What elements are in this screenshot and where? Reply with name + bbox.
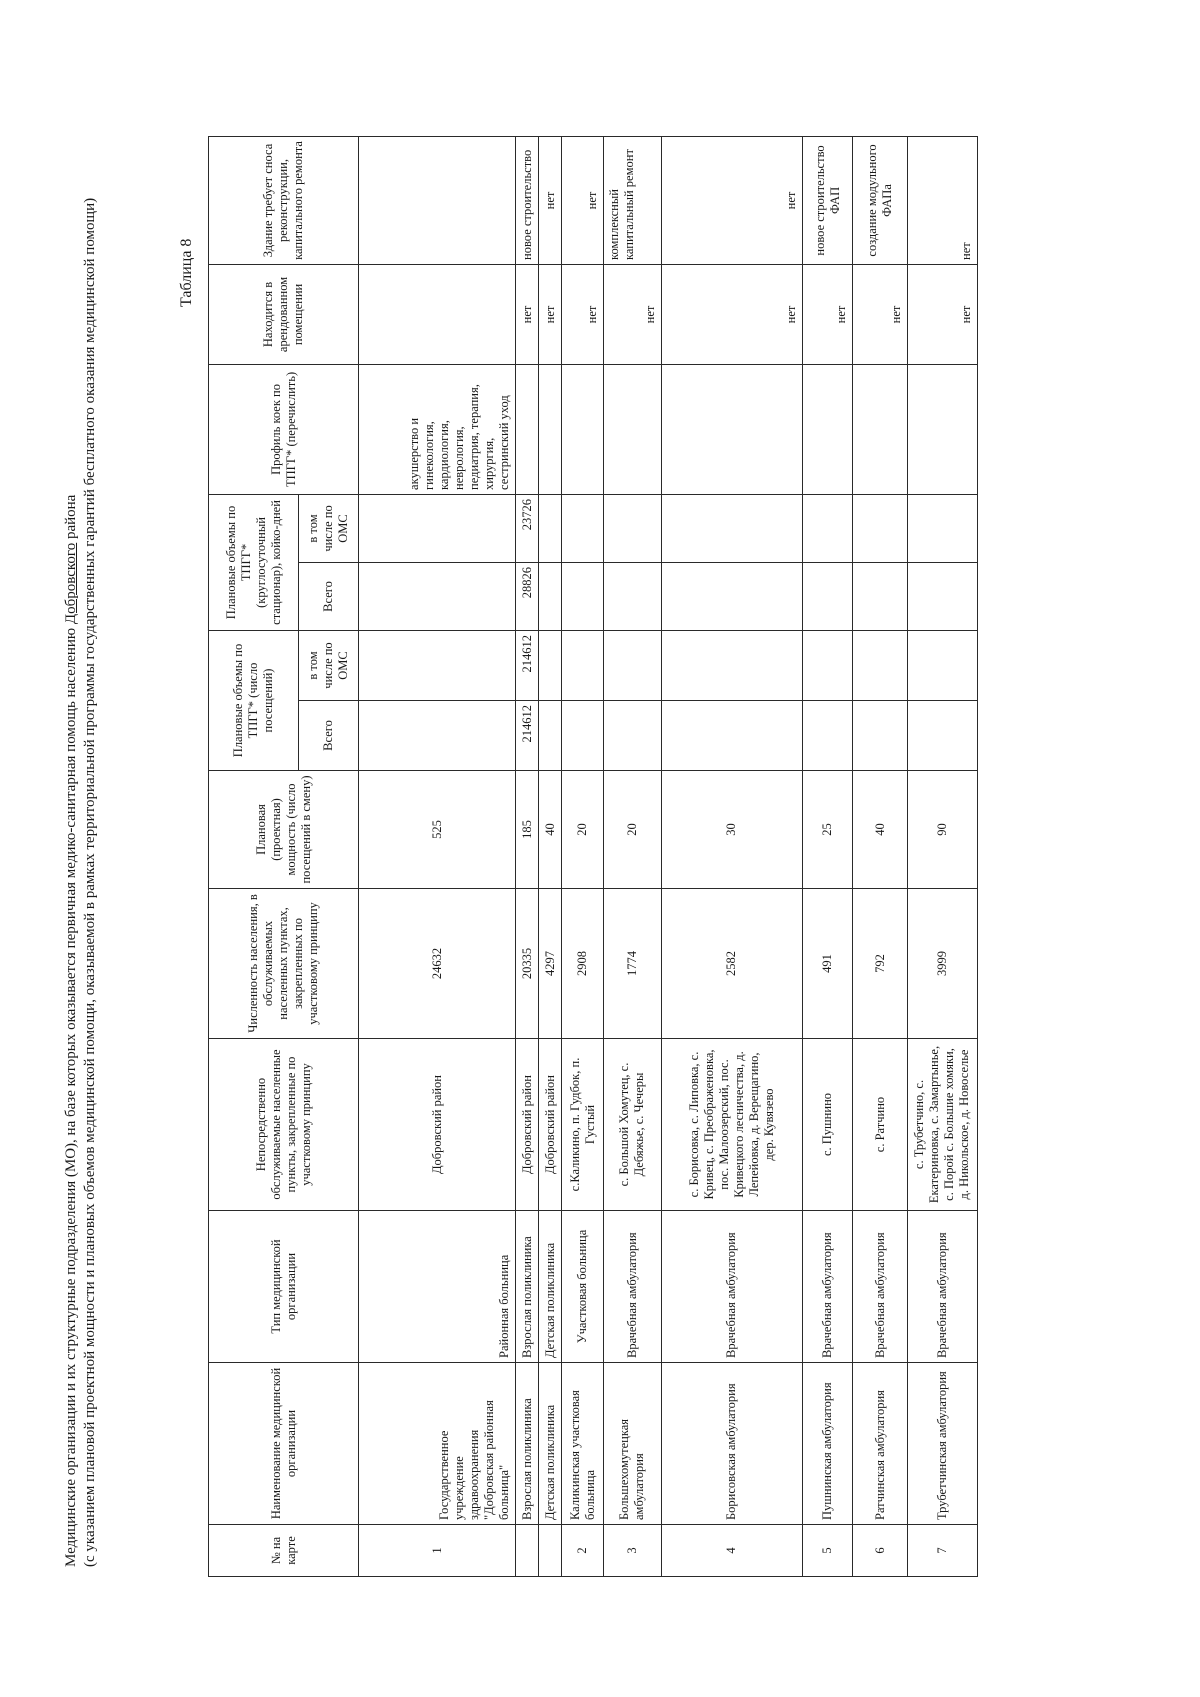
cell-day-oms [907, 494, 977, 562]
header-rented: Находится в арендованном помещении [209, 264, 359, 364]
cell-served: Добровский район [516, 1039, 539, 1211]
cell-repair: нет [661, 136, 802, 264]
cell-profile [562, 364, 604, 494]
cell-num: 7 [907, 1525, 977, 1577]
cell-visits-total [539, 701, 562, 771]
cell-visits-oms [539, 630, 562, 700]
cell-day-oms [359, 494, 516, 562]
header-visits: Плановые объемы по ТПГГ* (число посещений) [209, 630, 299, 770]
cell-repair: новое строительство [516, 136, 539, 264]
cell-type: Взрослая поликлиника [516, 1211, 539, 1363]
cell-rented: нет [907, 264, 977, 364]
cell-name: Борисовская амбулатория [661, 1363, 802, 1525]
cell-rented: нет [661, 264, 802, 364]
cell-type: Врачебная амбулатория [661, 1211, 802, 1363]
cell-served: Добровский район [539, 1039, 562, 1211]
header-type: Тип медицинской организации [209, 1211, 359, 1363]
header-daystay: Плановые объемы по ТПГГ* (круглосуточный стационар), койко-дней [209, 494, 299, 630]
cell-capacity: 25 [803, 771, 853, 889]
table-row [604, 136, 662, 1576]
cell-population: 4297 [539, 889, 562, 1039]
header-profile: Профиль коек по ТПГГ* (перечислить) [209, 364, 359, 494]
table-number: Таблица 8 [178, 238, 195, 307]
cell-population: 1774 [604, 889, 662, 1039]
cell-repair: комплексный капитальный ремонт [604, 136, 662, 264]
cell-visits-oms [562, 630, 604, 700]
cell-population: 3999 [907, 889, 977, 1039]
cell-visits-total [853, 701, 907, 771]
cell-type: Детская поликлиника [539, 1211, 562, 1363]
cell-population: 24632 [359, 889, 516, 1039]
cell-visits-total: 214612 [516, 701, 539, 771]
cell-rented [359, 264, 516, 364]
cell-type: Врачебная амбулатория [803, 1211, 853, 1363]
cell-num: 2 [562, 1525, 604, 1577]
cell-day-total [539, 562, 562, 630]
cell-name: Трубетчинская амбулатория [907, 1363, 977, 1525]
cell-profile: акушерство и гинекология, кардиология, неврология, педиатрия, терапия, хирургия, сестринский уход [359, 364, 516, 494]
cell-type: Врачебная амбулатория [853, 1211, 907, 1363]
cell-capacity: 30 [661, 771, 802, 889]
subheader-visits-total: Всего [299, 701, 359, 771]
cell-day-oms [562, 494, 604, 562]
cell-profile [604, 364, 662, 494]
cell-day-oms [604, 494, 662, 562]
document-heading [62, 117, 100, 1567]
header-row [209, 136, 299, 1576]
table-row [516, 136, 539, 1576]
cell-day-total [604, 562, 662, 630]
cell-name: Ратчинская амбулатория [853, 1363, 907, 1525]
cell-profile [539, 364, 562, 494]
cell-day-total [661, 562, 802, 630]
cell-capacity: 185 [516, 771, 539, 889]
cell-capacity: 20 [562, 771, 604, 889]
cell-repair: создание модульного ФАПа [853, 136, 907, 264]
cell-rented: нет [803, 264, 853, 364]
cell-visits-total [359, 701, 516, 771]
header-population: Численность населения, в обслуживаемых населенных пунктах, закрепленных по участковому принципу [209, 889, 359, 1039]
cell-profile [803, 364, 853, 494]
cell-repair: нет [907, 136, 977, 264]
cell-day-total [803, 562, 853, 630]
cell-visits-oms [604, 630, 662, 700]
cell-visits-oms [359, 630, 516, 700]
cell-repair: нет [562, 136, 604, 264]
cell-capacity: 40 [853, 771, 907, 889]
cell-profile [661, 364, 802, 494]
header-served: Непосредственно обслуживаемые населенные пункты, закрепленные по участковому принципу [209, 1039, 359, 1211]
cell-visits-total [803, 701, 853, 771]
cell-num: 4 [661, 1525, 802, 1577]
table-row [661, 136, 802, 1576]
cell-profile [516, 364, 539, 494]
subheader-day-oms: в том числе по ОМС [299, 494, 359, 562]
cell-rented: нет [539, 264, 562, 364]
cell-served: с. Борисовка, с. Липовка, с. Кривец, с. Преображеновка, пос. Малоозерский, пос. Кривецкого лесничества, д. Лепейовка, д. Верещагино, дер. Кувязево [661, 1039, 802, 1211]
cell-repair [359, 136, 516, 264]
cell-num [516, 1525, 539, 1577]
organizations-table [208, 136, 978, 1577]
cell-day-total [853, 562, 907, 630]
cell-day-oms [853, 494, 907, 562]
cell-day-oms [803, 494, 853, 562]
subheader-visits-oms: в том числе по ОМС [299, 630, 359, 700]
cell-population: 2582 [661, 889, 802, 1039]
cell-name: Детская поликлиника [539, 1363, 562, 1525]
cell-repair: новое строительство ФАП [803, 136, 853, 264]
cell-capacity: 20 [604, 771, 662, 889]
cell-capacity: 525 [359, 771, 516, 889]
table-row [539, 136, 562, 1576]
cell-day-oms [661, 494, 802, 562]
header-name: Наименование медицинской организации [209, 1363, 359, 1525]
cell-served: с. Пушнино [803, 1039, 853, 1211]
cell-rented: нет [604, 264, 662, 364]
table-row [853, 136, 907, 1576]
cell-population: 491 [803, 889, 853, 1039]
cell-visits-oms [803, 630, 853, 700]
cell-name: Взрослая поликлиника [516, 1363, 539, 1525]
cell-rented: нет [516, 264, 539, 364]
heading-line-2: (с указанием плановой проектной мощности и плановых объемов медицинской помощи, оказываемой в рамках территориальной программы государственных гарантий бесплатного оказания медицинской помощи) [82, 197, 98, 1567]
cell-day-total: 28826 [516, 562, 539, 630]
cell-visits-oms [661, 630, 802, 700]
cell-served: с. Большой Хомутец, с. Дебяжье, с. Чечеры [604, 1039, 662, 1211]
cell-num [539, 1525, 562, 1577]
cell-visits-total [907, 701, 977, 771]
cell-day-total [359, 562, 516, 630]
cell-repair: нет [539, 136, 562, 264]
cell-rented: нет [853, 264, 907, 364]
cell-name: Каликинская участковая больница [562, 1363, 604, 1525]
cell-name: Государственное учреждение здравоохранения "Добровская районная больница" [359, 1363, 516, 1525]
cell-served: Добровский район [359, 1039, 516, 1211]
cell-served: с. Трубетчино, с. Екатериновка, с. Замартынье, с. Порой с. Большие хомяки, д. Никольское, д. Новоселье [907, 1039, 977, 1211]
cell-visits-oms: 214612 [516, 630, 539, 700]
cell-num: 6 [853, 1525, 907, 1577]
cell-name: Пушнинская амбулатория [803, 1363, 853, 1525]
cell-type: Врачебная амбулатория [907, 1211, 977, 1363]
header-repair: Здание требует сноса реконструкции, капитального ремонта [209, 136, 359, 264]
table-row [907, 136, 977, 1576]
cell-visits-total [661, 701, 802, 771]
cell-population: 792 [853, 889, 907, 1039]
cell-day-oms [539, 494, 562, 562]
cell-day-total [562, 562, 604, 630]
table-row [359, 136, 516, 1576]
cell-capacity: 90 [907, 771, 977, 889]
cell-visits-oms [907, 630, 977, 700]
cell-type: Участковая больница [562, 1211, 604, 1363]
heading-district: Добровского [63, 542, 79, 625]
table-row [562, 136, 604, 1576]
heading-text-end: района [63, 494, 79, 543]
cell-population: 20335 [516, 889, 539, 1039]
heading-text: Медицинские организации и их структурные подразделения (МО), на базе которых оказывается первичная медико-санитарная помощь населению [63, 624, 79, 1567]
cell-served: с. Ратчино [853, 1039, 907, 1211]
cell-day-oms: 23726 [516, 494, 539, 562]
cell-served: с.Каликино, п. Гудбок, п. Густый [562, 1039, 604, 1211]
cell-profile [853, 364, 907, 494]
cell-capacity: 40 [539, 771, 562, 889]
table-row [803, 136, 853, 1576]
cell-name: Большехомутецкая амбулатория [604, 1363, 662, 1525]
cell-type: Врачебная амбулатория [604, 1211, 662, 1363]
cell-visits-oms [853, 630, 907, 700]
header-num: № на карте [209, 1525, 359, 1577]
cell-num: 5 [803, 1525, 853, 1577]
cell-visits-total [562, 701, 604, 771]
cell-visits-total [604, 701, 662, 771]
cell-num: 1 [359, 1525, 516, 1577]
heading-line-1 [62, 117, 81, 1567]
cell-num: 3 [604, 1525, 662, 1577]
cell-profile [907, 364, 977, 494]
subheader-day-total: Всего [299, 562, 359, 630]
cell-rented: нет [562, 264, 604, 364]
cell-type: Районная больница [359, 1211, 516, 1363]
cell-population: 2908 [562, 889, 604, 1039]
header-capacity: Плановая (проектная) мощность (число посещений в смену) [209, 771, 359, 889]
cell-day-total [907, 562, 977, 630]
